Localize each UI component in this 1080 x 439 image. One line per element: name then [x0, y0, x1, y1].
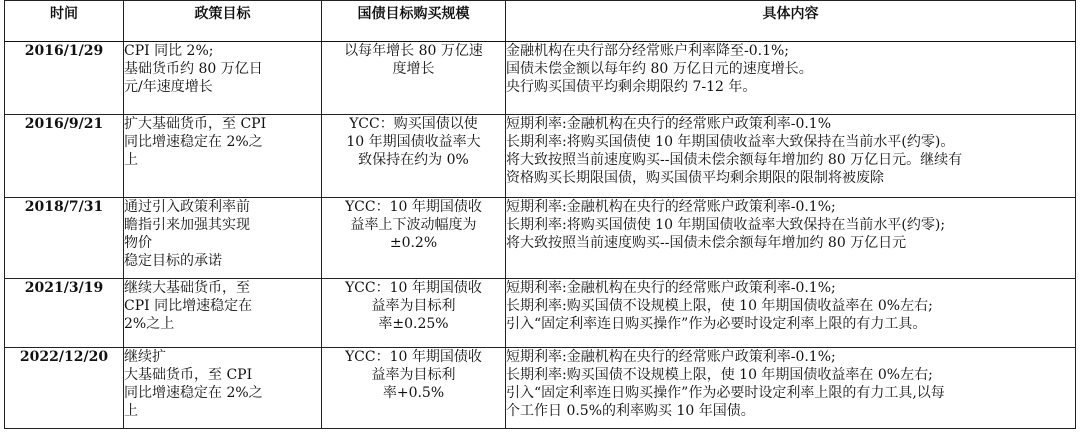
scale-cell — [322, 279, 506, 348]
goal-line: 继续大基础货币，至 — [124, 280, 250, 296]
scale-line: 益率上下波动幅度为 — [350, 217, 477, 233]
goal-cell — [124, 115, 322, 198]
scale-cell — [322, 348, 506, 429]
goal-cell — [124, 348, 322, 429]
date-cell: 2021/3/19 — [5, 279, 124, 348]
date-cell: 2022/12/20 — [5, 348, 124, 429]
scale-cell — [322, 198, 506, 279]
goal-line: 稳定目标的承诺 — [124, 253, 222, 269]
goal-line: CPI 同比增速稳定在 — [124, 298, 253, 314]
scale-line: YCC：购买国债以使 — [349, 116, 478, 132]
goal-line: 通过引入政策利率前 — [124, 199, 250, 215]
header-date: 时间 — [5, 1, 124, 42]
detail-line: 金融机构在央行部分经常账户利率降至-0.1%; — [506, 43, 790, 59]
table-body — [5, 42, 1076, 429]
date-cell: 2016/9/21 — [5, 115, 124, 198]
goal-line: 上 — [124, 152, 138, 168]
detail-line: 资格购买长期限国债，购买国债平均剩余期限的限制将被废除 — [506, 170, 884, 186]
table-row — [5, 279, 1076, 348]
header-goal: 政策目标 — [124, 1, 322, 42]
goal-line: 大基础货币，至 CPI — [124, 367, 253, 383]
detail-line: 长期利率:购买国债不设规模上限，使 10 年期国债收益率在 0%左右; — [506, 298, 933, 314]
header-row — [5, 1, 1076, 42]
detail-cell — [506, 348, 1076, 429]
goal-cell — [124, 42, 322, 115]
goal-cell — [124, 279, 322, 348]
detail-line: 个工作日 0.5%的利率购买 10 年国债。 — [506, 403, 755, 419]
table-header — [5, 1, 1076, 42]
goal-line: 2%之上 — [124, 316, 175, 332]
scale-line: 致保持在约为 0% — [358, 152, 469, 168]
detail-cell — [506, 279, 1076, 348]
detail-line: 国债未偿金额以每年约 80 万亿日元的速度增长。 — [506, 61, 813, 77]
table-row — [5, 198, 1076, 279]
scale-line: ±0.2% — [389, 235, 438, 251]
detail-line: 将大致按照当前速度购买--国债未偿余额每年增加约 80 万亿日元 — [506, 235, 907, 251]
scale-line: 10 年期国债收益率大 — [346, 134, 481, 150]
detail-line: 短期利率:金融机构在央行的经常账户政策利率-0.1%; — [506, 349, 836, 365]
detail-line: 短期利率:金融机构在央行的经常账户政策利率-0.1%; — [506, 280, 836, 296]
date-cell: 2016/1/29 — [5, 42, 124, 115]
header-detail: 具体内容 — [506, 1, 1076, 42]
detail-line: 长期利率:将购买国债使 10 年期国债收益率大致保持在当前水平(约零); — [506, 217, 946, 233]
header-scale: 国债目标购买规模 — [322, 1, 506, 42]
goal-line: 继续扩 — [124, 349, 166, 365]
table-row — [5, 115, 1076, 198]
detail-cell — [506, 42, 1076, 115]
detail-line: 长期利率:购买国债不设规模上限，使 10 年期国债收益率在 0%左右; — [506, 367, 933, 383]
goal-line: 基础货币约 80 万亿日 — [124, 61, 263, 77]
detail-line: 将大致按照当前速度购买--国债未偿余额每年增加约 80 万亿日元。继续有 — [506, 152, 963, 168]
scale-line: 率+0.5% — [382, 385, 445, 401]
goal-line: CPI 同比 2%; — [124, 43, 214, 59]
detail-line: 引入“固定利率连日购买操作”作为必要时设定利率上限的有力工具,以每 — [506, 385, 945, 401]
scale-cell — [322, 115, 506, 198]
goal-line: 上 — [124, 403, 138, 419]
detail-cell — [506, 115, 1076, 198]
detail-line: 短期利率:金融机构在央行的经常账户政策利率-0.1%; — [506, 199, 836, 215]
scale-line: 度增长 — [392, 61, 435, 77]
goal-line: 扩大基础货币，至 CPI — [124, 116, 267, 132]
goal-line: 物价 — [124, 235, 152, 251]
table-row — [5, 42, 1076, 115]
detail-line: 央行购买国债平均剩余期限约 7-12 年。 — [506, 79, 757, 95]
goal-line: 元/年速度增长 — [124, 79, 213, 95]
goal-line: 瞻指引来加强其实现 — [124, 217, 250, 233]
scale-line: 率±0.25% — [378, 316, 449, 332]
detail-cell — [506, 198, 1076, 279]
scale-line: 益率为目标利 — [371, 367, 456, 383]
goal-line: 同比增速稳定在 2%之 — [124, 134, 263, 150]
scale-line: YCC：10 年期国债收 — [345, 199, 482, 215]
detail-line: 引入“固定利率连日购买操作”作为必要时设定利率上限的有力工具。 — [506, 316, 927, 332]
policy-table — [4, 0, 1076, 429]
scale-line: 以每年增长 80 万亿速 — [344, 43, 483, 59]
detail-line: 长期利率:将购买国债使 10 年期国债收益率大致保持在当前水平(约零)。 — [506, 134, 955, 150]
scale-line: YCC：10 年期国债收 — [345, 280, 482, 296]
scale-line: 益率为目标利 — [371, 298, 456, 314]
date-cell: 2018/7/31 — [5, 198, 124, 279]
goal-cell — [124, 198, 322, 279]
scale-cell — [322, 42, 506, 115]
table-row — [5, 348, 1076, 429]
scale-line: YCC：10 年期国债收 — [345, 349, 482, 365]
goal-line: 同比增速稳定在 2%之 — [124, 385, 263, 401]
detail-line: 短期利率:金融机构在央行的经常账户政策利率-0.1% — [506, 116, 832, 132]
